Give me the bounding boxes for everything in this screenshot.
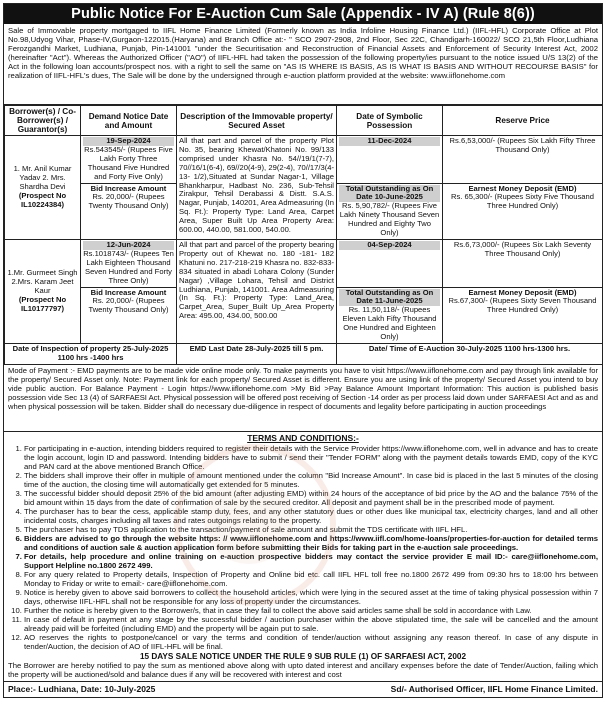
list-item: 12. AO reserves the rights to postpone/cancel or vary the terms and condition of tender/auction without assigning any reason thereof. In case of any dispute in tender/Auction, the decision of AO of IIFL-HFL will be final. [24,633,598,651]
bid-increase-title: Bid Increase Amount [90,287,167,297]
dates-row [5,343,603,364]
list-item: 3. The successful bidder should deposit 25% of the bid amount (after adjusting EMD) within 24 hours of the acceptance of bid price by the AO and the balance 75% of the bid amount within 15 days from the date of confirmation of sale by the secured creditor. All deposit and payment shall be in the prescribed mode of payment. [24,489,598,507]
bid-increase-amount: Rs. 20,000/- (Rupees Twenty Thousand Only) [88,296,169,315]
list-item: 4. The purchaser has to bear the cess, applicable stamp duty, fees, and any other statutory dues or other dues like municipal tax, electricity charges, land and all other incidental costs, charges including all taxes and rates outgoings relating to the property. [24,507,598,525]
emd-cell [443,183,603,239]
signatory: Sd/- Authorised Officer, IIFL Home Finance Limited. [390,684,598,694]
inspection-date: Date of Inspection of property 25-July-2025 1100 hrs -1400 hrs [5,343,177,364]
prospect-number: (Prospect No IL10177797) [18,294,67,313]
borrower-cell [5,136,81,240]
place-date: Place:- Ludhiana, Date: 10-July-2025 [8,684,156,694]
list-item: 6. Bidders are advised to go through the website https: // www.iiflonehome.com and https://www.iifl.com/home-loans/properties-for-auction for detailed terms and conditions of auction sale & auction application form before submitting their Bids for taking part in the e-auction sale proceedings. [24,534,598,552]
emd-last-date: EMD Last Date 28-July-2025 till 5 pm. [177,343,337,364]
table-row [5,239,603,287]
header-reserve: Reserve Price [443,106,603,136]
reserve-price: Rs.6,73,000/- (Rupees Six Lakh Seventy Three Thousand Only) [443,239,603,287]
public-notice [3,3,603,698]
list-item: 5. The purchaser has to pay TDS application to the transaction/payment of sale amount and submit the TDS certificate with IIFL HFL. [24,525,598,534]
bid-increase-cell [81,287,177,343]
terms-title: TERMS AND CONDITIONS:- [247,432,359,443]
emd-cell [443,287,603,343]
outstanding-cell [337,183,443,239]
possession-date: 11-Dec-2024 [337,136,443,184]
bid-increase-cell [81,183,177,239]
header-description: Description of the Immovable property/ Secured Asset [177,106,337,136]
possession-date: 04-Sep-2024 [337,239,443,287]
terms-section [4,432,602,679]
header-demand: Demand Notice Date and Amount [81,106,177,136]
payment-mode-paragraph: Mode of Payment :- EMD payments are to be made vide online mode only. To make payments you have to visit https://www.iiflonehome.com and pay through link available for the property/ Secured Asset only. Note: Payment link for each property/ Secured Asset is different. Ensure you are using link of the property/ Secured Asset you intend to buy vide public auction. For Balance Payment - Login https://www.iiflonehome.com >My Bid >Pay Balance Amount Important Information: This auction is published basis possession vide Sec 13 (4) of SARFAESI Act. Physical possession will be offered post receiving of Section -14 order as per process laid down under SARFAESI Act and as and when physical possession will be taken. Bidder shall do necessary due-diligence in respect of documents and legality before participating in auction proceedings [4,365,602,432]
intro-paragraph: Sale of Immovable property mortgaged to IIFL Home Finance Limited (Formerly known as India Infoline Housing Finance Ltd.) (IIFL-HFL) Corporate Office at Plot No.98,Udyog Vihar, Phase-IV,Gurgaon-122015.(Haryana) and Branch Office at:- " SCO 2907-2908, 2nd Floor, Sec 22C, Chandigarh-160022/ SCO 21,5th Floor,Ludhiana Ferozgandhi Market, Ludhiana, Punjab, Pin-141001 "under the Securitisation and Reconstruction of Financial Assets and Enforcement of Security Interest Act, 2002 (hereinafter "Act"). Whereas the Authorized Officer ("AO") of IIFL-HFL had taken the possession of the following property/ies pursuant to the notice issued U/S 13(2) of the Act in the following loan accounts/prospect nos. with a right to sell the same on "AS IS WHERE IS BASIS, AS IS WHAT IS BASIS AND WITHOUT RECOURSE BASIS" for realization of IIFL-HFL's dues, The Sale will be done by the undersigned through e-auction platform provided at the website: www.iiflonehome.com [4,24,602,105]
prospect-number: (Prospect No IL10224384) [18,190,67,209]
outstanding-title: Total Outstanding as On Date 10-June-2025 [339,185,440,203]
auction-date: Date/ Time of E-Auction 30-July-2025 1100 hrs-1300 hrs. [337,343,603,364]
borrower-names: 1.Mr. Gurmeet Singh 2.Mrs. Karam Jeet Kaur [7,268,78,295]
table-header-row [5,106,603,136]
emd-title: Earnest Money Deposit (EMD) [468,287,577,297]
list-item: 11. In case of default in payment at any stage by the successful bidder / auction purchaser within the above stipulated time, the sale will be cancelled and the amount already paid will be forfeited (including EMD) and the property will be again put to sale. [24,615,598,633]
demand-cell [81,136,177,184]
borrower-cell [5,239,81,343]
emd-amount: Rs. 65,300/- (Rupees Sixty Five Thousand Three Hundred Only) [451,192,594,211]
table-row [5,136,603,184]
bid-increase-amount: Rs. 20,000/- (Rupees Twenty Thousand Only) [88,192,169,211]
list-item: 7. For details, help procedure and online training on e-auction prospective bidders may contact the service provider E mail ID:- care@iiflonehome.com, Support Helpline no.1800 2672 499. [24,552,598,570]
emd-amount: Rs.67,300/- (Rupees Sixty Seven Thousand Three Hundred Only) [448,296,597,315]
list-item: 9. Notice is hereby given to above said borrowers to collect the household articles, which were lying in the secured asset at the time of taking physical possession within 7 days, otherwise IIFL-HFL shall not be responsible for any loss of property under the circumstances. [24,588,598,606]
demand-date: 12-Jun-2024 [83,241,174,250]
outstanding-amount: Rs. 5,90,782/- (Rupees Five Lakh Ninety Thousand Seven Hundred and Eighty Two Only) [339,201,440,238]
borrower-names: 1. Mr. Anil Kumar Yadav 2. Mrs. Shardha Devi [13,164,72,192]
footer [4,681,602,697]
demand-amount: Rs.1018743/- (Rupees Ten Lakh Eighteen Thousand Seven Hundred and Forty Three Only) [83,248,174,285]
list-item: 10. Further the notice is hereby given to the Borrower/s, that in case they fail to collect the above said articles same shall be sold in accordance with Law. [24,606,598,615]
property-description: All that part and parcel of the property bearing Property out of Khewat no. 180 -181- 182 Khatuni no. 217-218-219 Khasra no. 832-833-834 situated in abadi Lohara Colony (Sunder Nagar) ,Village Lohara, Tehsil and District Ludhiana, Punjab, 141001. Area Admeasuring (In Sq. Ft.): Property Type: Land_Area, Carpet_Area, Super_Built Up_Area Property Area: 495.00, 434.00, 500.00 [177,239,337,343]
reserve-price: Rs.6,53,000/- (Rupees Six Lakh Fifty Three Thousand Only) [443,136,603,184]
terms-list [8,444,598,651]
demand-cell [81,239,177,287]
list-item: 2. The bidders shall improve their offer in multiple of amount mentioned under the column "Bid Increase Amount". In case bid is placed in the last 5 minutes of the closing time of the auction, the closing time will automatically get extended for 5 minutes. [24,471,598,489]
fifteen-days-text: The Borrower are hereby notified to pay the sum as mentioned above along with upto dated interest and ancillary expenses before the date of Tender/Auction, failing which the property will be auctioned/sold and balance dues if any will be recovered with interest and cost [8,660,598,679]
list-item: 8. For any query related to Property details, Inspection of Property and Online bid etc. call IIFL HFL toll free no.1800 2672 499 from 09:30 hrs to 18:00 hrs between Monday to Friday or write to email:- care@iiflonehome.com. [24,570,598,588]
header-possession: Date of Symbolic Possession [337,106,443,136]
property-description: All that part and parcel of the property Plot No. 35, bearing Khewat/Khatoni No. 99/133 comprised under Khasra No. 54//19/1(7-7), 70//16/1(6-4), 69//20(4-9), 29(2-4), 70//17/3(4-13- 1/2),Situated at Sundar Nagar-1, Village Bhankharpur, Hadbast No. 236, Sub-Tehsil Zirakpur, Tehsil Derabassi & Distt. S.A.S. Nagar, Punjab, 140201, Area Admeasuring (In Sq. Ft.): Property Type: Land Area, Carpet Area, Super Built Up Area Property Area: 600.00, 440.00, 581.000, 540.00. [177,136,337,240]
demand-date: 19-Sep-2024 [83,137,174,146]
demand-amount: Rs.543545/- (Rupees Five Lakh Forty Three Thousand Five Hundred and Forty Five Only) [84,144,173,181]
list-item: 1. For participating in e-auction, intending bidders required to register their details with the Service Provider https://www.iiflonehome.com, well in advance and has to create the login account, login ID and password. Intending bidders have to submit / send their "Tender FORM" along with the payment details towards EMD, copy of the KYC and PAN card at the above mentioned Branch Office. [24,444,598,471]
outstanding-amount: Rs. 11,50,118/- (Rupees Eleven Lakh Fifty Thousand One Hundred and Eighteen Only) [342,305,437,342]
outstanding-cell [337,287,443,343]
notice-title: Public Notice For E-Auction Cum Sale (Appendix - IV A) (Rule 8(6)) [4,4,602,24]
emd-title: Earnest Money Deposit (EMD) [468,183,577,193]
header-borrower: Borrower(s) / Co-Borrower(s) / Guarantor(s) [5,106,81,136]
bid-increase-title: Bid Increase Amount [90,183,167,193]
fifteen-days-title: 15 DAYS SALE NOTICE UNDER THE RULE 9 SUB RULE (1) OF SARFAESI ACT, 2002 [139,651,467,661]
auction-table [4,105,603,365]
outstanding-title: Total Outstanding as On Date 11-June-2025 [339,289,440,307]
